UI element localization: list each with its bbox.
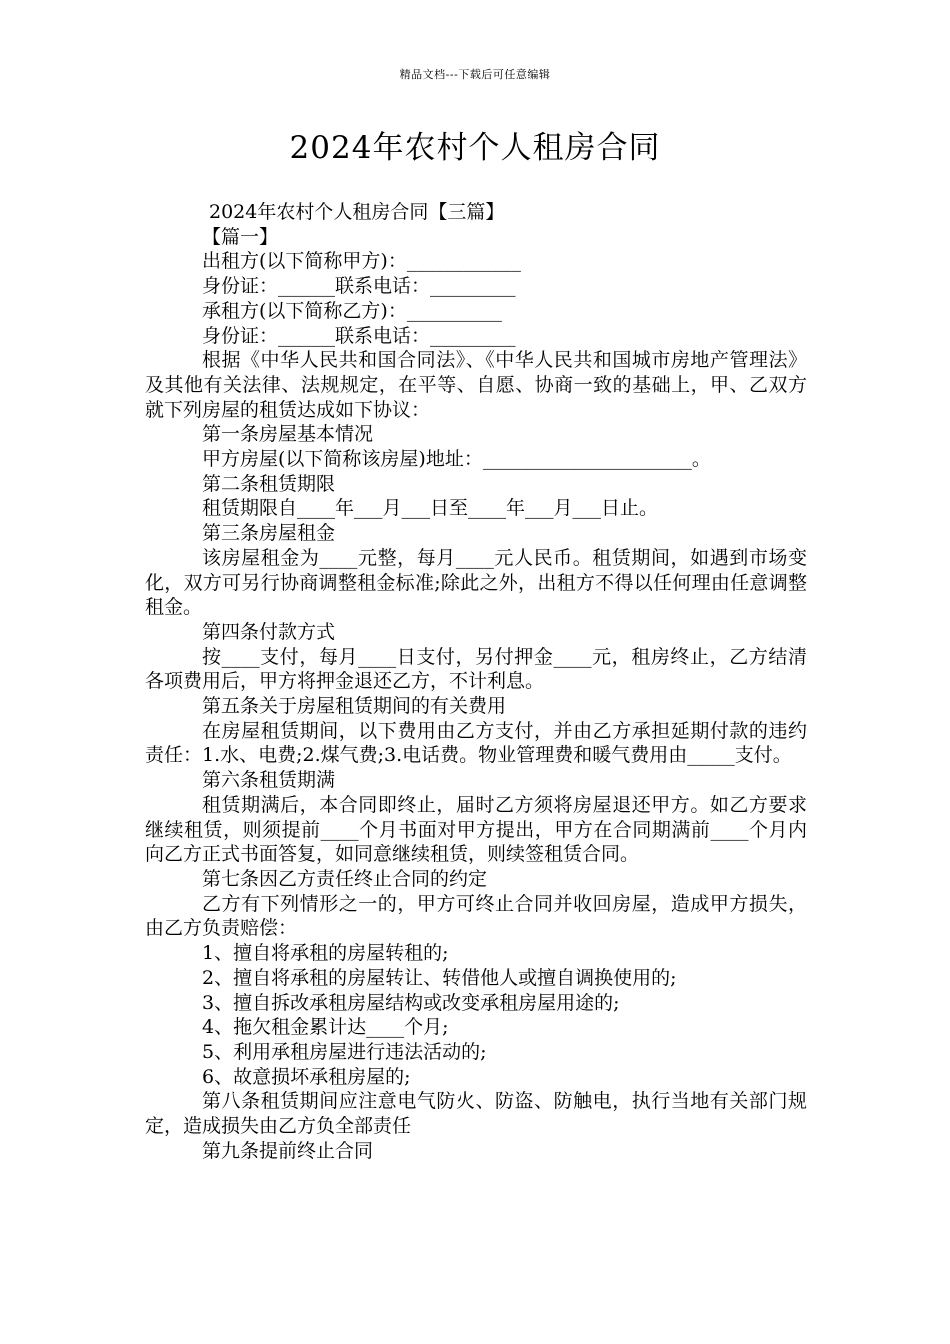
list-item: 1、擅自将承租的房屋转租的; bbox=[202, 942, 449, 965]
article-paragraph: 甲方房屋(以下简称该房屋)地址：______________________。 bbox=[202, 448, 711, 471]
list-item: 6、故意损坏承租房屋的; bbox=[202, 1065, 411, 1088]
list-item: 2、擅自将承租的房屋转让、转借他人或擅自调换使用的; bbox=[202, 966, 677, 989]
document-body bbox=[145, 200, 807, 1163]
article-heading: 第二条租赁期限 bbox=[202, 472, 336, 495]
lessee-line: 承租方(以下简称乙方)：__________ bbox=[202, 299, 502, 322]
article-paragraph: 乙方有下列情形之一的，甲方可终止合同并收回房屋，造成甲方损失，由乙方负责赔偿： bbox=[145, 892, 807, 940]
lessee-id-phone-line: 身份证：______联系电话：_________ bbox=[202, 324, 516, 347]
article-paragraph: 该房屋租金为____元整，每月____元人民币。租赁期间，如遇到市场变化，双方可另行协商调整租金标准;除此之外，出租方不得以任何理由任意调整租金。 bbox=[145, 546, 807, 619]
article-heading: 第四条付款方式 bbox=[202, 620, 336, 643]
article-paragraph: 第八条租赁期间应注意电气防火、防盗、防触电，执行当地有关部门规定，造成损失由乙方负全部责任 bbox=[145, 1090, 807, 1138]
article-heading: 第七条因乙方责任终止合同的约定 bbox=[202, 867, 488, 890]
article-paragraph: 租赁期满后，本合同即终止，届时乙方须将房屋退还甲方。如乙方要求继续租赁，则须提前____个月书面对甲方提出，甲方在合同期满前____个月内向乙方正式书面答复，如同意继续租赁，则续签租赁合同。 bbox=[145, 793, 807, 866]
article-heading: 第六条租赁期满 bbox=[202, 769, 336, 792]
list-item: 4、拖欠租金累计达____个月; bbox=[202, 1016, 449, 1039]
lessor-line: 出租方(以下简称甲方)：____________ bbox=[202, 250, 521, 273]
article-heading: 第一条房屋基本情况 bbox=[202, 423, 374, 446]
list-item: 5、利用承租房屋进行违法活动的; bbox=[202, 1040, 487, 1063]
header-watermark: 精品文档---下载后可任意编辑 bbox=[399, 68, 551, 81]
section-label: 【篇一】 bbox=[202, 225, 279, 248]
document-subtitle: 2024年农村个人租房合同【三篇】 bbox=[209, 201, 505, 223]
list-item: 3、擅自拆改承租房屋结构或改变承租房屋用途的; bbox=[202, 991, 620, 1014]
article-heading: 第五条关于房屋租赁期间的有关费用 bbox=[202, 695, 507, 718]
article-heading: 第三条房屋租金 bbox=[202, 522, 336, 545]
article-paragraph: 在房屋租赁期间，以下费用由乙方支付，并由乙方承担延期付款的违约责任：1.水、电费;2.煤气费;3.电话费。物业管理费和暖气费用由_____支付。 bbox=[145, 719, 807, 767]
lessor-id-phone-line: 身份证：______联系电话：_________ bbox=[202, 275, 516, 298]
article-paragraph: 租赁期限自____年___月___日至____年___月___日止。 bbox=[202, 497, 659, 520]
article-heading: 第九条提前终止合同 bbox=[202, 1139, 374, 1162]
article-paragraph: 按____支付，每月____日支付，另付押金____元，租房终止，乙方结清各项费用后，甲方将押金退还乙方，不计利息。 bbox=[145, 645, 807, 693]
preamble-paragraph: 根据《中华人民共和国合同法》、《中华人民共和国城市房地产管理法》及其他有关法律、法规规定，在平等、自愿、协商一致的基础上，甲、乙双方就下列房屋的租赁达成如下协议： bbox=[145, 349, 807, 421]
document-title: 2024年农村个人租房合同 bbox=[289, 130, 661, 166]
